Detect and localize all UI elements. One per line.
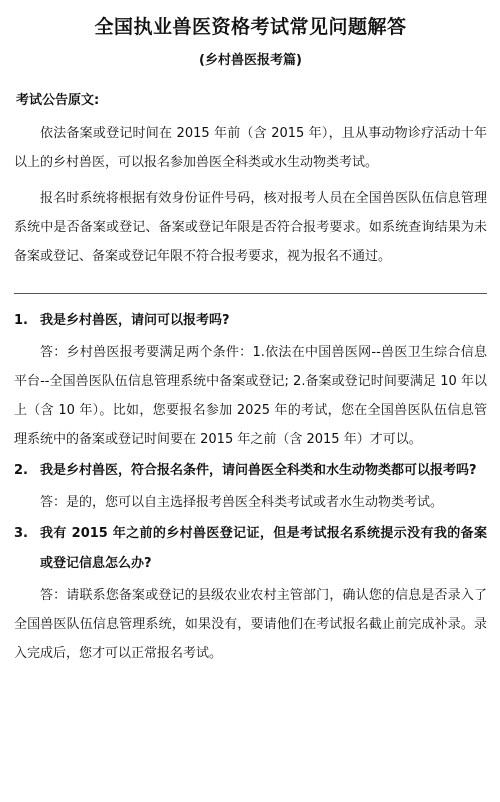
faq-question: [14, 519, 487, 579]
faq-number: 1.: [14, 313, 28, 328]
faq-section: [14, 306, 487, 668]
notice-paragraph: 依法备案或登记时间在 2015 年前（含 2015 年），且从事动物诊疗活动十年以上的乡村兽医，可以报名参加兽医全科类或水生动物类考试。: [14, 126, 487, 170]
faq-number: 3.: [14, 526, 28, 541]
faq-question-text: 我有 2015 年之前的乡村兽医登记证，但是考试报名系统提示没有我的备案或登记信息怎么办?: [40, 526, 487, 571]
faq-item: [14, 306, 487, 454]
section-divider: [14, 293, 487, 294]
faq-question: [14, 306, 487, 336]
faq-question-text: 我是乡村兽医，请问可以报考吗?: [40, 313, 230, 328]
notice-body: [14, 119, 487, 271]
document-subtitle: (乡村兽医报考篇): [199, 53, 302, 68]
notice-paragraph: 报名时系统将根据有效身份证件号码，核对报考人员在全国兽医队伍信息管理系统中是否备案或登记、备案或登记年限是否符合报考要求。如系统查询结果为未备案或登记、备案或登记年限不符合报考要求，视为报名不通过。: [14, 191, 487, 264]
notice-heading: 考试公告原文:: [16, 93, 100, 108]
faq-answer: 答：乡村兽医报考要满足两个条件：1.依法在中国兽医网--兽医卫生综合信息平台--全国兽医队伍信息管理系统中备案或登记; 2.备案或登记时间要满足 10 年以上（含 10 年）。比如，您要报名参加 2025 年的考试，您在全国兽医队伍信息管理系统中的备案或登记时间要在 2015 年之前（含 2015 年）才可以。: [14, 345, 487, 447]
faq-answer: 答：请联系您备案或登记的县级农业农村主管部门，确认您的信息是否录入了全国兽医队伍信息管理系统，如果没有，要请他们在考试报名截止前完成补录。录入完成后，您才可以正常报名考试。: [14, 588, 487, 661]
faq-question-text: 我是乡村兽医，符合报名条件，请问兽医全科类和水生动物类都可以报考吗?: [40, 463, 477, 478]
faq-item: [14, 519, 487, 668]
faq-number: 2.: [14, 463, 28, 478]
document-title: 全国执业兽医资格考试常见问题解答: [94, 16, 407, 38]
faq-item: [14, 456, 487, 517]
faq-question: [14, 456, 487, 486]
notice-section: [14, 92, 487, 271]
faq-answer: 答：是的，您可以自主选择报考兽医全科类考试或者水生动物类考试。: [40, 495, 444, 510]
